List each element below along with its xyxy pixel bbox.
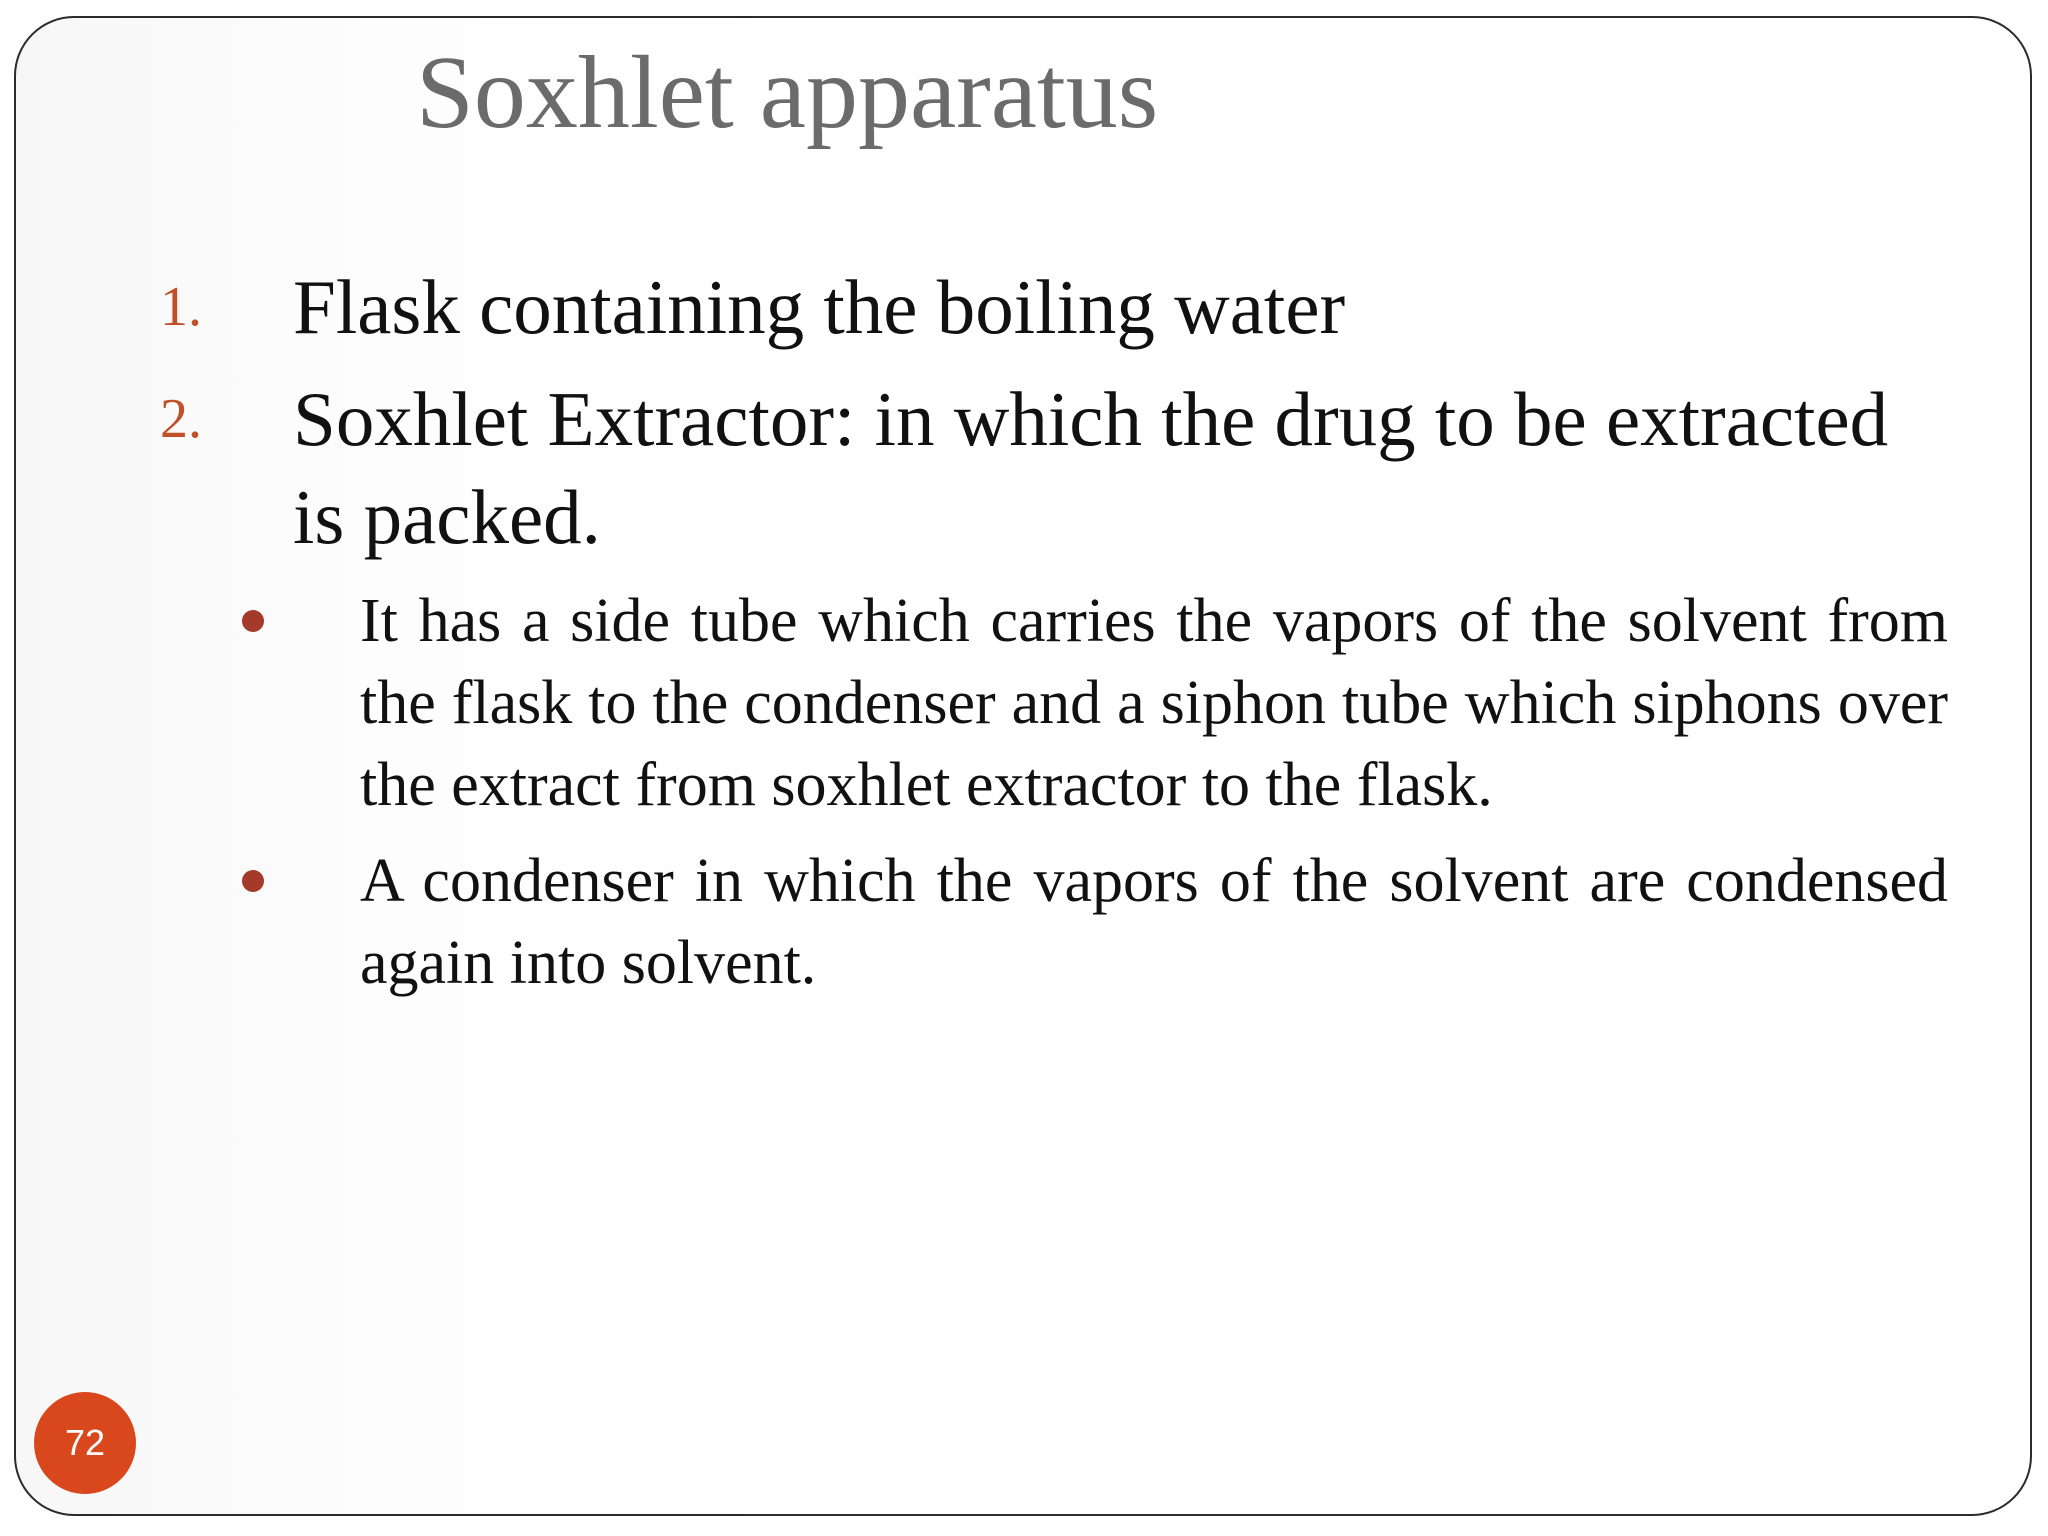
numbered-item-text: Flask containing the boiling water xyxy=(293,264,1346,350)
slide-title: Soxhlet apparatus xyxy=(416,35,1159,150)
bullet-item-text: A condenser in which the vapors of the solvent are condensed again into solvent. xyxy=(360,847,1948,997)
bullet-item-text: It has a side tube which carries the vapors of the solvent from the flask to the condenser and a siphon tube which siphons over the extract from soxhlet extractor to the flask. xyxy=(360,587,1948,819)
bullet-dot-icon xyxy=(242,870,264,892)
bullet-list xyxy=(160,580,1948,1004)
slide xyxy=(14,16,2032,1516)
bullet-item-2 xyxy=(160,840,1948,1004)
slide-content xyxy=(160,258,1948,1018)
numbered-item-1 xyxy=(160,258,1948,356)
bullet-dot-icon xyxy=(242,610,264,632)
numbered-item-text: Soxhlet Extractor: in which the drug to be extracted is packed. xyxy=(293,376,1889,560)
numbered-marker: 2. xyxy=(160,388,202,450)
numbered-item-2 xyxy=(160,370,1948,566)
page-number-badge: 72 xyxy=(34,1392,136,1494)
numbered-marker: 1. xyxy=(160,276,202,338)
bullet-item-1 xyxy=(160,580,1948,826)
